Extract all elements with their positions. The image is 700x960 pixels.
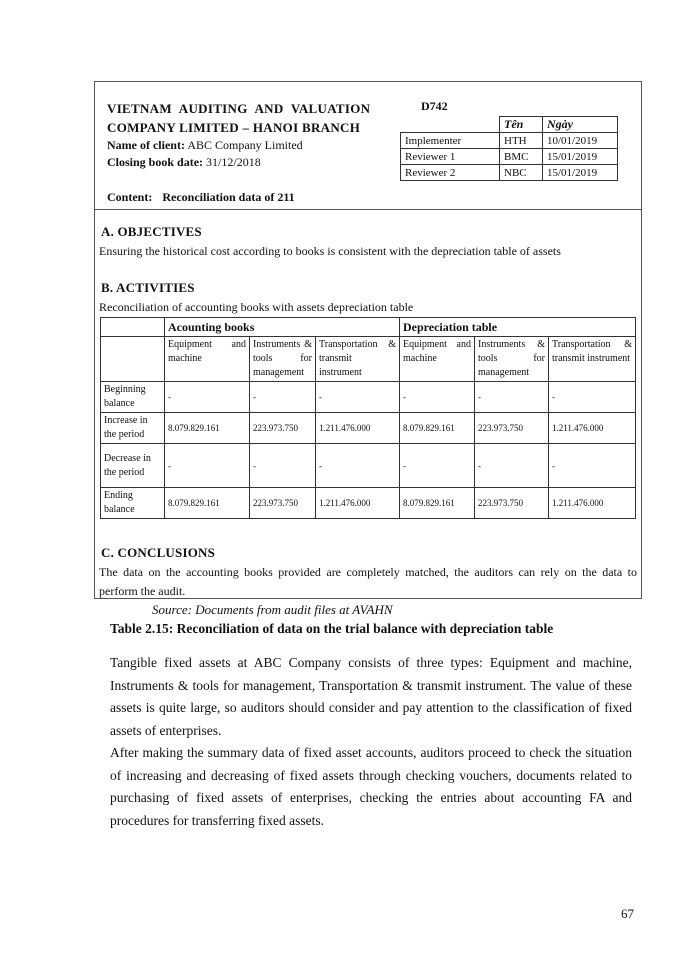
table-cell: - bbox=[316, 444, 400, 488]
company-name bbox=[107, 99, 370, 137]
signoff-row bbox=[401, 133, 618, 149]
table-caption: Table 2.15: Reconciliation of data on the trial balance with depreciation table bbox=[110, 621, 554, 636]
reconciliation-table bbox=[100, 317, 636, 519]
column-header: Instruments & tools for management bbox=[250, 337, 316, 382]
signoff-col-date: Ngày bbox=[543, 117, 618, 133]
row-label: Increase in the period bbox=[101, 413, 165, 444]
table-cell: - bbox=[165, 382, 250, 413]
audit-working-paper bbox=[94, 81, 642, 599]
content-value: Reconciliation data of 211 bbox=[162, 190, 295, 204]
table-cell: - bbox=[400, 444, 475, 488]
client-label: Name of client: bbox=[107, 138, 185, 152]
table-row bbox=[101, 488, 636, 519]
table-cell: 1.211.476.000 bbox=[549, 488, 636, 519]
working-paper-header bbox=[95, 82, 641, 210]
signoff-role: Reviewer 2 bbox=[401, 165, 500, 181]
page-number: 67 bbox=[621, 906, 634, 921]
column-header: Transportation & transmit instrument bbox=[549, 337, 636, 382]
activities-title: B. ACTIVITIES bbox=[101, 280, 195, 295]
body-paragraph: After making the summary data of fixed asset accounts, auditors proceed to check the situation of increasing and decreasing of fixed assets through checking vouchers, documents related to purchasing of fixed assets of enterprises, checking the entries about accounting FA and procedures for transferring fixed assets. bbox=[110, 745, 632, 828]
table-cell: - bbox=[549, 444, 636, 488]
table-row bbox=[101, 413, 636, 444]
group-accounting-books: Acounting books bbox=[165, 318, 400, 337]
body-text bbox=[110, 652, 632, 832]
body-paragraph: Tangible fixed assets at ABC Company consists of three types: Equipment and machine, Instruments & tools for management, Transportation & transmit instrument. The value of these assets is quite large, so auditors should consider and pay attention to the classification of fixed assets of enterprises. bbox=[110, 655, 632, 738]
row-label: Decrease in the period bbox=[101, 444, 165, 488]
table-cell: - bbox=[250, 444, 316, 488]
client-value: ABC Company Limited bbox=[187, 138, 303, 152]
group-depreciation-table: Depreciation table bbox=[400, 318, 636, 337]
row-label: Beginning balance bbox=[101, 382, 165, 413]
column-header: Transportation & transmit instrument bbox=[316, 337, 400, 382]
closing-label: Closing book date: bbox=[107, 155, 204, 169]
table-cell: 8.079.829.161 bbox=[400, 413, 475, 444]
paper-code: D742 bbox=[421, 99, 448, 113]
table-column-header-row bbox=[101, 337, 636, 382]
conclusions-title: C. CONCLUSIONS bbox=[101, 545, 216, 560]
objectives-title: A. OBJECTIVES bbox=[101, 224, 202, 239]
source-note: Source: Documents from audit files at AVAHN bbox=[152, 602, 393, 617]
signoff-initials: BMC bbox=[500, 149, 543, 165]
table-cell: 223.973.750 bbox=[250, 488, 316, 519]
objectives-text: Ensuring the historical cost according to books is consistent with the depreciation table of assets bbox=[99, 244, 561, 258]
content-label: Content: bbox=[107, 190, 153, 204]
table-cell: - bbox=[400, 382, 475, 413]
table-cell: 8.079.829.161 bbox=[400, 488, 475, 519]
table-cell: 1.211.476.000 bbox=[316, 488, 400, 519]
signoff-date: 10/01/2019 bbox=[543, 133, 618, 149]
table-cell: 223.973.750 bbox=[475, 413, 549, 444]
column-header: Equipment and machine bbox=[400, 337, 475, 382]
table-cell: - bbox=[549, 382, 636, 413]
signoff-initials: HTH bbox=[500, 133, 543, 149]
signoff-row bbox=[401, 165, 618, 181]
table-cell: - bbox=[165, 444, 250, 488]
signoff-role: Implementer bbox=[401, 133, 500, 149]
company-name-line2: COMPANY LIMITED – HANOI BRANCH bbox=[107, 120, 361, 135]
row-label: Ending balance bbox=[101, 488, 165, 519]
column-header: Instruments & tools for management bbox=[475, 337, 549, 382]
table-row bbox=[101, 444, 636, 488]
signoff-initials: NBC bbox=[500, 165, 543, 181]
conclusions-text: The data on the accounting books provided are completely matched, the auditors can rely on the data to perform the audit. bbox=[99, 565, 637, 598]
table-cell: - bbox=[475, 444, 549, 488]
signoff-table bbox=[400, 116, 618, 181]
table-cell: - bbox=[250, 382, 316, 413]
column-header: Equipment and machine bbox=[165, 337, 250, 382]
table-cell: - bbox=[316, 382, 400, 413]
content-line bbox=[107, 190, 295, 205]
signoff-header-row bbox=[401, 117, 618, 133]
table-row bbox=[101, 382, 636, 413]
table-group-header-row bbox=[101, 318, 636, 337]
signoff-role: Reviewer 1 bbox=[401, 149, 500, 165]
table-cell: 223.973.750 bbox=[250, 413, 316, 444]
signoff-date: 15/01/2019 bbox=[543, 149, 618, 165]
table-cell: 8.079.829.161 bbox=[165, 413, 250, 444]
table-cell: 223.973.750 bbox=[475, 488, 549, 519]
signoff-date: 15/01/2019 bbox=[543, 165, 618, 181]
table-cell: 1.211.476.000 bbox=[316, 413, 400, 444]
activities-text: Reconciliation of accounting books with assets depreciation table bbox=[99, 300, 414, 314]
company-name-line1: VIETNAM AUDITING AND VALUATION bbox=[107, 101, 371, 116]
signoff-col-name: Tên bbox=[500, 117, 543, 133]
client-info bbox=[107, 137, 303, 171]
table-cell: - bbox=[475, 382, 549, 413]
signoff-row bbox=[401, 149, 618, 165]
table-cell: 1.211.476.000 bbox=[549, 413, 636, 444]
table-cell: 8.079.829.161 bbox=[165, 488, 250, 519]
closing-value: 31/12/2018 bbox=[206, 155, 261, 169]
